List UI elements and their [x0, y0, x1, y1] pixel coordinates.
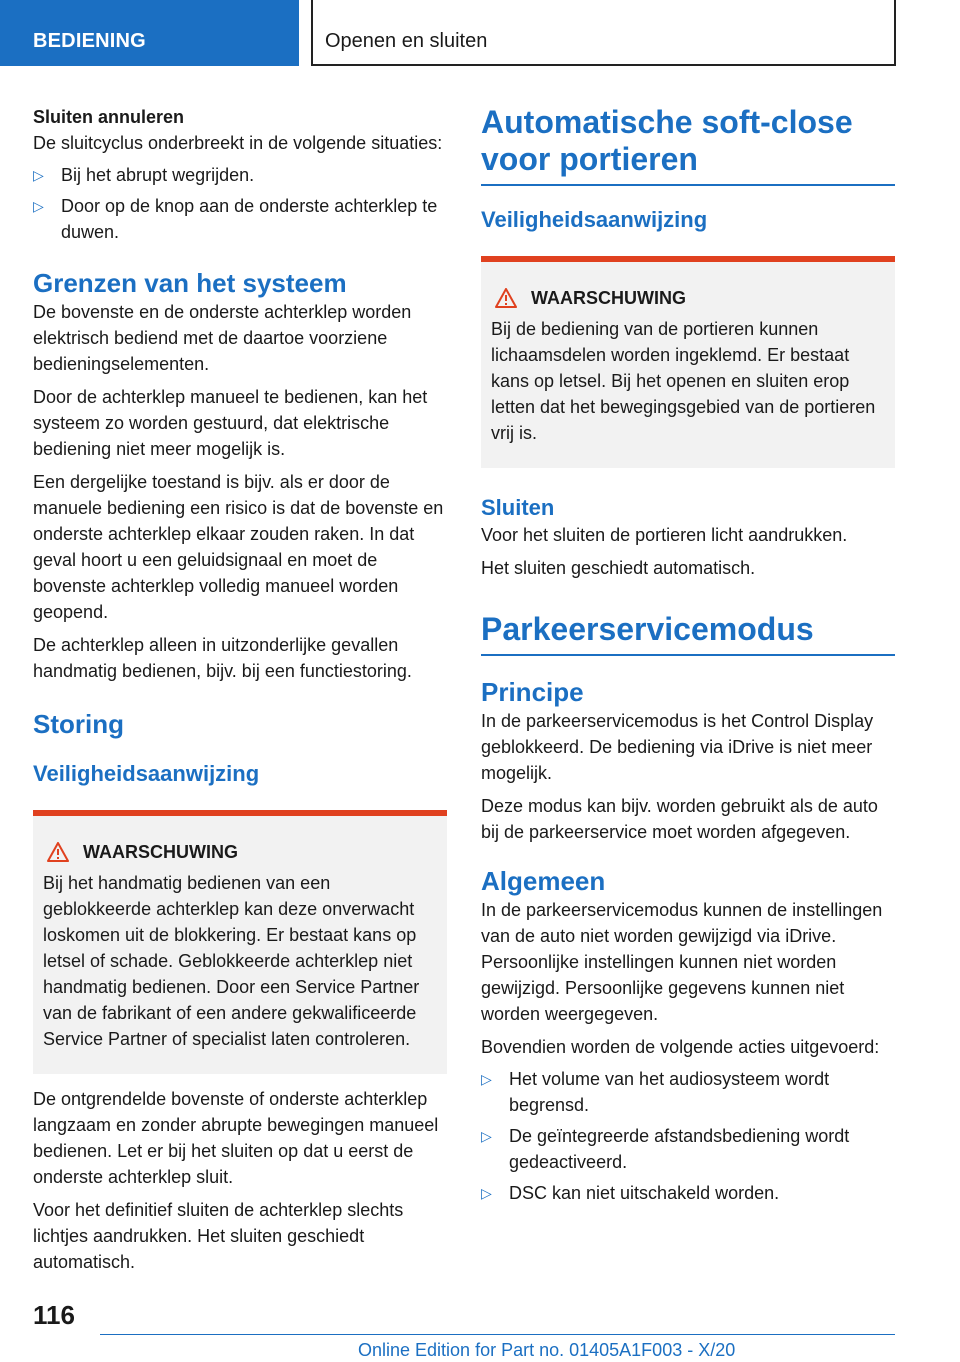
- section-tab: [0, 0, 299, 66]
- limits-paragraph: Een dergelijke toestand is bijv. als er door de manuele bediening een risico is dat de bovenste en onderste achterklep elkaar zouden raken. In dat geval hoort u een geluidsignaal en moet de bovenste achterklep volledig manueel worden geopend.: [33, 472, 444, 622]
- triangle-right-icon: ▷: [33, 198, 44, 214]
- right-column: [481, 104, 895, 1211]
- list-item: ▷ DSC kan niet uitschakeld worden.: [481, 1180, 895, 1206]
- warning-box: [481, 256, 895, 468]
- general-list: [481, 1066, 895, 1206]
- triangle-right-icon: ▷: [33, 167, 44, 183]
- closing-paragraph: Het sluiten geschiedt automatisch.: [481, 558, 756, 578]
- list-item: ▷ Het volume van het audiosysteem wordt begrensd.: [481, 1066, 895, 1118]
- warning-text: Bij het handmatig bedienen van een geblokkeerde achterklep kan deze onverwacht loskomen uit de blokkering. Er bestaat kans op letsel of schade. Geblokkeerde achterklep niet handmatig bedienen. Door een Service Partner van de fabrikant of een andere gekwalificeerde Service Partner of specialist laten controleren.: [43, 873, 420, 1049]
- fault-subheading: Veiligheidsaanwijzing: [33, 761, 260, 786]
- softclose-subheading: Veiligheidsaanwijzing: [481, 207, 708, 232]
- page-title: Openen en sluiten: [325, 30, 488, 52]
- warning-text: Bij de bediening van de portieren kunnen lichaamsdelen worden ingeklemd. Er bestaat kans op letsel. Bij het openen en sluiten erop letten dat het bewegingsgebied van de portieren vrij is.: [491, 319, 876, 443]
- closing-paragraph: Voor het sluiten de portieren licht aandrukken.: [481, 525, 848, 545]
- warning-header: [495, 286, 885, 310]
- list-item: ▷ Bij het abrupt wegrijden.: [33, 162, 447, 188]
- fault-paragraph: Voor het definitief sluiten de achterklep slechts lichtjes aandrukken. Het sluiten geschiedt automatisch.: [33, 1200, 404, 1272]
- limits-heading: Grenzen van het systeem: [33, 268, 347, 298]
- general-paragraph: In de parkeerservicemodus kunnen de instellingen van de auto niet worden gewijzigd via iDrive. Persoonlijke instellingen kunnen niet worden gewijzigd. Persoonlijke gegevens kunnen niet worden weergegeven.: [481, 900, 883, 1024]
- triangle-right-icon: ▷: [481, 1185, 492, 1201]
- warning-label: WAARSCHUWING: [531, 288, 686, 308]
- warning-label: WAARSCHUWING: [83, 842, 238, 862]
- general-heading: Algemeen: [481, 866, 606, 896]
- principle-paragraph: Deze modus kan bijv. worden gebruikt als de auto bij de parkeerservice moet worden afgegeven.: [481, 796, 878, 842]
- closing-heading: Sluiten: [481, 495, 555, 520]
- left-column: [33, 104, 447, 1275]
- triangle-right-icon: ▷: [481, 1128, 492, 1144]
- warning-triangle-icon: [47, 842, 69, 862]
- fault-paragraph: De ontgrendelde bovenste of onderste achterklep langzaam en zonder abrupte bewegingen manueel bedienen. Let er bij het sluiten op dat u eerst de onderste achterklep sluit.: [33, 1089, 439, 1187]
- page-number: 116: [33, 1300, 75, 1330]
- footer-rule: [100, 1334, 895, 1335]
- principle-paragraph: In de parkeerservicemodus is het Control Display geblokkeerd. De bediening via iDrive is niet meer mogelijk.: [481, 711, 874, 783]
- parking-heading: Parkeerservicemodus: [481, 611, 895, 656]
- cancel-list: [33, 162, 447, 245]
- warning-triangle-icon: [495, 288, 517, 308]
- list-item: ▷ Door op de knop aan de onderste achterklep te duwen.: [33, 193, 447, 245]
- limits-paragraph: De achterklep alleen in uitzonderlijke gevallen handmatig bedienen, bijv. bij een functiestoring.: [33, 635, 412, 681]
- cancel-heading: Sluiten annuleren: [33, 107, 185, 127]
- general-paragraph: Bovendien worden de volgende acties uitgevoerd:: [481, 1037, 880, 1057]
- fault-heading: Storing: [33, 709, 124, 739]
- principle-heading: Principe: [481, 677, 584, 707]
- triangle-right-icon: ▷: [481, 1071, 492, 1087]
- warning-header: [47, 840, 437, 864]
- limits-paragraph: De bovenste en de onderste achterklep worden elektrisch bediend met de daartoe voorziene bedieningselementen.: [33, 302, 412, 374]
- list-item: ▷ De geïntegreerde afstandsbediening wordt gedeactiveerd.: [481, 1123, 895, 1175]
- limits-paragraph: Door de achterklep manueel te bedienen, kan het systeem zo worden gestuurd, dat elektrische bediening niet meer mogelijk is.: [33, 387, 428, 459]
- warning-box: [33, 810, 447, 1074]
- section-label: BEDIENING: [33, 30, 146, 52]
- cancel-intro: De sluitcyclus onderbreekt in de volgende situaties:: [33, 133, 443, 153]
- footer-edition: Online Edition for Part no. 01405A1F003 - X/20: [358, 1340, 736, 1360]
- softclose-heading: Automatische soft-close voor portieren: [481, 104, 895, 186]
